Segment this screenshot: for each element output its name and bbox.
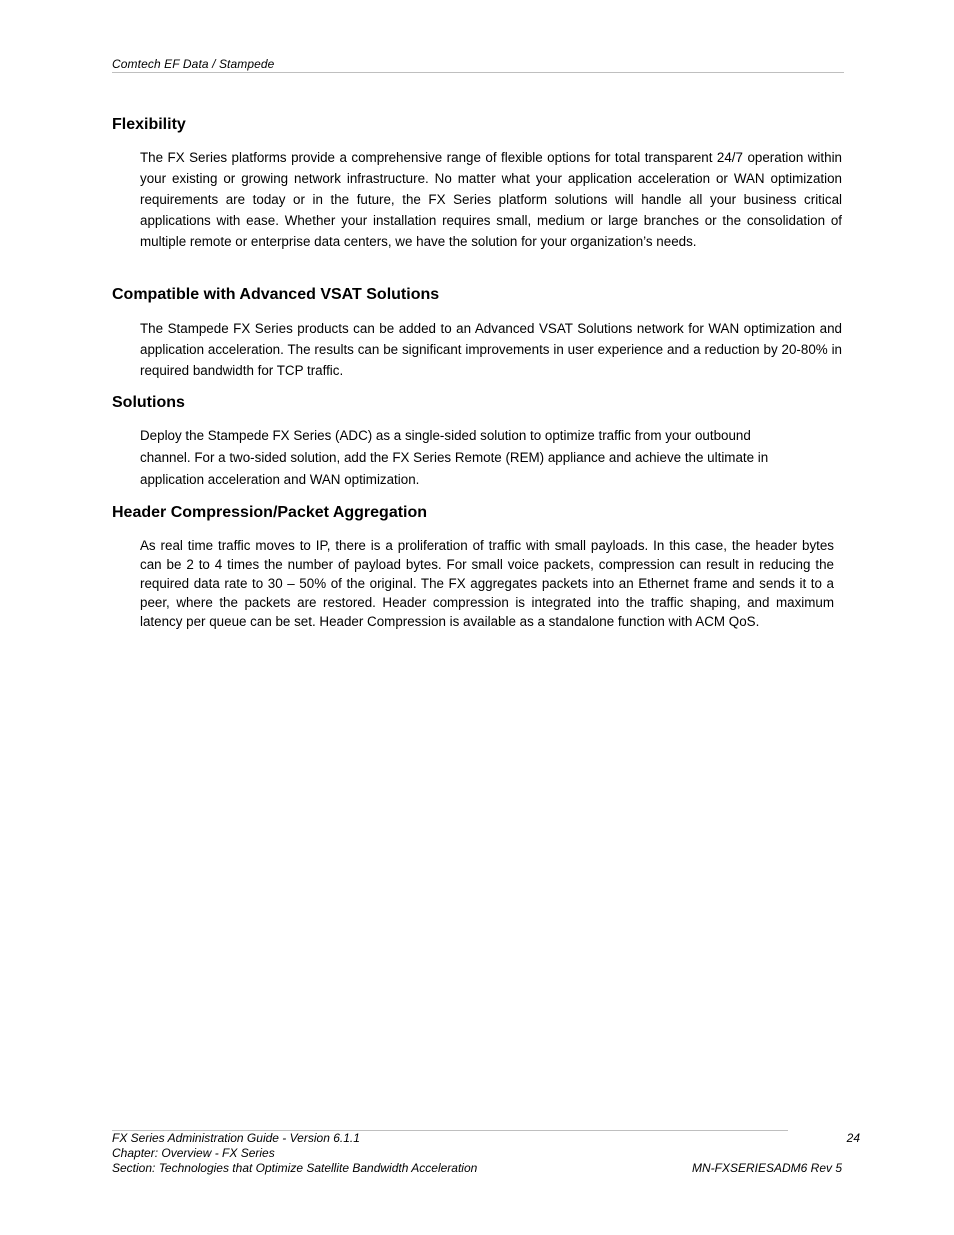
section-flexibility [112,115,842,252]
page-number: 24 [846,1131,860,1145]
footer-guide: FX Series Administration Guide - Version 6.1.1 [112,1131,360,1145]
section-compatible-vsat [112,285,842,381]
page-footer [112,1131,860,1176]
section-heading: Solutions [112,394,185,411]
section-body: The Stampede FX Series products can be added to an Advanced VSAT Solutions network for WAN optimization and application acceleration. The results can be significant improvements in user experience and a reduction by 20-80% in required bandwidth for TCP traffic. [140,321,842,378]
section-heading: Header Compression/Packet Aggregation [112,504,428,521]
section-heading: Compatible with Advanced VSAT Solutions [112,286,440,303]
section-body: Deploy the Stampede FX Series (ADC) as a single-sided solution to optimize traffic from your outbound channel. For a two-sided solution, add the FX Series Remote (REM) appliance and achieve the ultimate in application acceleration and WAN optimization. [140,428,769,487]
footer-chapter: Chapter: Overview - FX Series [112,1146,275,1160]
section-header-compression [112,503,842,631]
section-body: The FX Series platforms provide a comprehensive range of flexible options for total transparent 24/7 operation within your existing or growing network infrastructure. No matter what your application acceleration or WAN optimization requirements are today or in the future, the FX Series platform solutions will handle all your business critical applications with ease. Whether your installation requires small, medium or large branches or the consolidation of multiple remote or enterprise data centers, we have the solution for your organization’s needs. [140,150,842,249]
page-header [112,55,844,73]
section-solutions [112,393,842,491]
section-body: As real time traffic moves to IP, there is a proliferation of traffic with small payloads. In this case, the header bytes can be 2 to 4 times the number of payload bytes. For small voice packets, compression can result in reducing the required data rate to 30 – 50% of the original. The FX aggregates packets into an Ethernet frame and sends it to a peer, where the packets are restored. Header compression is integrated into the traffic shaping, and maximum latency per queue can be set. Header Compression is available as a standalone function with ACM QoS. [140,538,834,629]
section-heading: Flexibility [112,116,186,133]
footer-doc-id: MN-FXSERIESADM6 Rev 5 [691,1161,842,1175]
header-text: Comtech EF Data / Stampede [112,57,275,71]
footer-section: Section: Technologies that Optimize Satellite Bandwidth Acceleration [112,1161,478,1175]
